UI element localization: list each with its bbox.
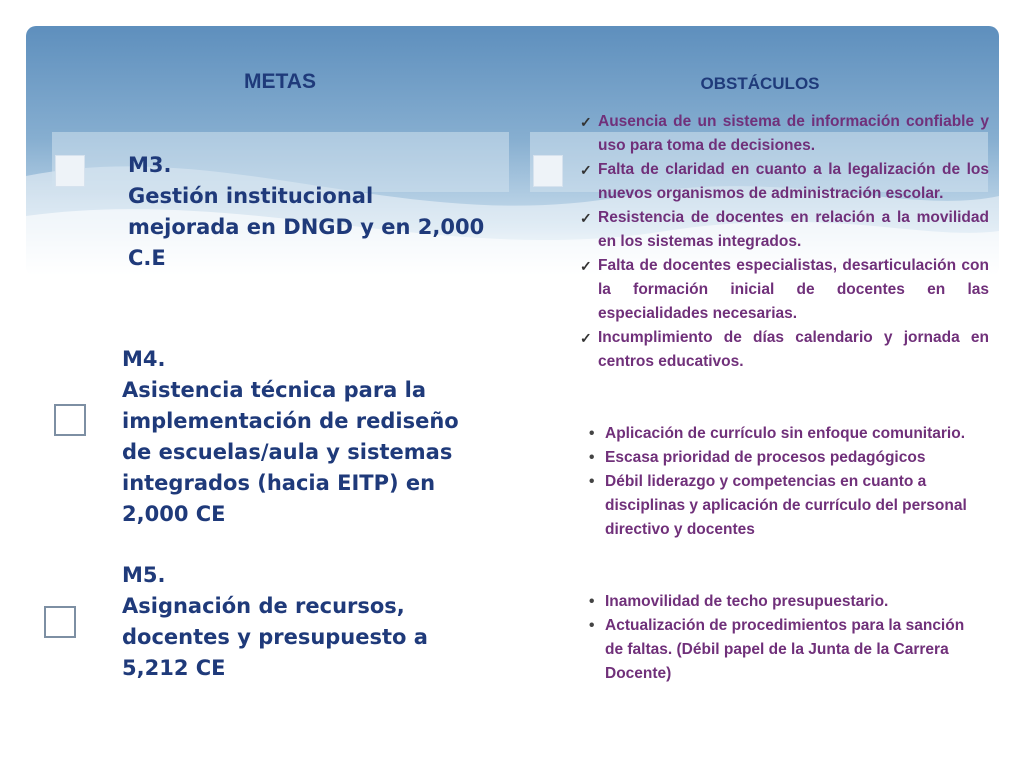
obstacle-checkbox xyxy=(533,155,563,187)
obstacles-bullets-1 xyxy=(585,422,985,542)
list-item: • Actualización de procedimientos para la sanción de faltas. (Débil papel de la Junta de la Carrera Docente) xyxy=(585,614,985,686)
list-item: • Aplicación de currículo sin enfoque comunitario. xyxy=(585,422,985,446)
list-item: • Inamovilidad de techo presupuestario. xyxy=(585,590,985,614)
meta-checkbox-m4 xyxy=(54,404,86,436)
meta-m4: M4. Asistencia técnica para la implementación de rediseño de escuelas/aula y sistemas integrados (hacia EITP) en 2,000 CE xyxy=(122,347,459,526)
obstaculos-header: OBSTÁCULOS xyxy=(700,74,820,93)
list-item: • Escasa prioridad de procesos pedagógicos xyxy=(585,446,985,470)
meta-m5: M5. Asignación de recursos, docentes y presupuesto a 5,212 CE xyxy=(122,563,428,680)
list-item: ✓ Resistencia de docentes en relación a la movilidad en los sistemas integrados. xyxy=(580,206,989,254)
obstacles-bullets-2 xyxy=(585,590,985,686)
list-item: • Débil liderazgo y competencias en cuanto a disciplinas y aplicación de currículo del personal directivo y docentes xyxy=(585,470,985,542)
list-item: ✓ Incumplimiento de días calendario y jornada en centros educativos. xyxy=(580,326,989,374)
meta-checkbox-m3 xyxy=(55,155,85,187)
meta-m3: M3. Gestión institucional mejorada en DNGD y en 2,000 C.E xyxy=(128,153,485,270)
meta-checkbox-m5 xyxy=(44,606,76,638)
metas-header: METAS xyxy=(244,70,316,93)
obstacles-checklist xyxy=(580,110,989,374)
list-item: ✓ Falta de claridad en cuanto a la legalización de los nuevos organismos de administración escolar. xyxy=(580,158,989,206)
list-item: ✓ Ausencia de un sistema de información confiable y uso para toma de decisiones. xyxy=(580,110,989,158)
list-item: ✓ Falta de docentes especialistas, desarticulación con la formación inicial de docentes en las especialidades necesarias. xyxy=(580,254,989,326)
